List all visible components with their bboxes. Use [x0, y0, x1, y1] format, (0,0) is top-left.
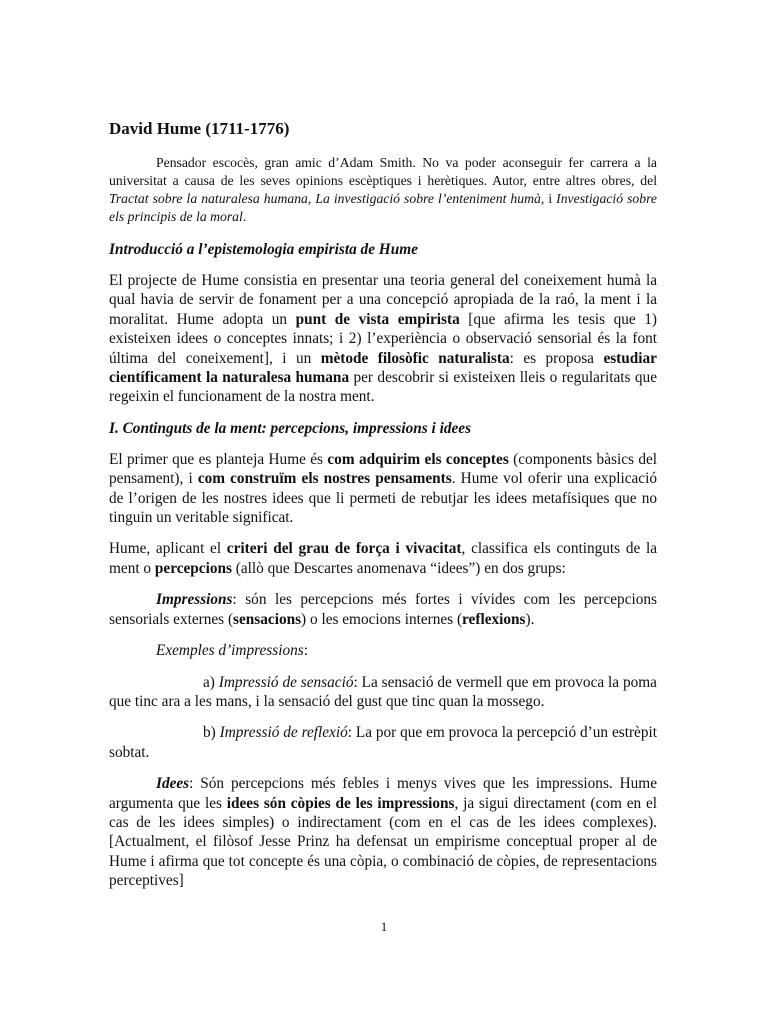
example-a: a) Impressió de sensació: La sensació de vermell que em provoca la poma que tinc ara a les mans, i la sensació del gust que tinc quan la mossego. [109, 673, 657, 710]
paragraph-idees: Idees: Són percepcions més febles i menys vives que les impressions. Hume argumenta que les idees són còpies de les impressions, ja sigui directament (com en el cas de les idees simples) o indirectament (com en el cas de les idees complexes). [Actualment, el filòsof Jesse Prinz ha defensat un empirisme conceptual proper al de Hume i afirma que tot concepte és una còpia, o combinació de còpies, de representacions perceptives] [109, 775, 657, 890]
paragraph-primer: El primer que es planteja Hume és com adquirim els conceptes (components bàsics del pensament), i com construïm els nostres pensaments. Hume vol oferir una explicació de l’origen de les nostres idees que li permeti de rebutjar les idees metafísiques que no tinguin un veritable significat. [109, 450, 658, 527]
book-title-investigacio-moral: Investigació sobre els principis de la moral [109, 191, 657, 224]
section-heading-introduccio: Introducció a l’epistemologia empirista de Hume [109, 241, 418, 258]
section-heading-continguts: I. Continguts de la ment: percepcions, impressions i idees [109, 419, 472, 437]
intro-paragraph: Pensador escocès, gran amic d’Adam Smith. No va poder aconseguir fer carrera a la universitat a causa de les seves opinions escèptiques i herètiques. Autor, entre altres obres, del Tractat sobre la naturalesa humana, La investigació sobre l’enteniment humà, i Investigació sobre els principis de la moral. [109, 155, 657, 224]
examples-heading: Exemples d’impressions: [156, 642, 308, 660]
book-title-investigacio-enteniment: La investigació sobre l’enteniment humà [315, 191, 541, 206]
paragraph-projecte: El projecte de Hume consistia en presentar una teoria general del coneixement humà la qual havia de servir de fonament per a una concepció apropiada de la raó, la ment i la moralitat. Hume adopta un punt de vista empirista [que afirma les tesis que 1) existeixen idees o conceptes innats; i 2) l’experiència o observació sensorial és la font última del coneixement], i un mètode filosòfic naturalista: es proposa estudiar científicament la naturalesa humana per descobrir si existeixen lleis o regularitats que regeixin el funcionament de la nostra ment. [109, 272, 657, 406]
example-b: b) Impressió de reflexió: La por que em provoca la percepció d’un estrèpit sobtat. [109, 724, 657, 761]
paragraph-criteri: Hume, aplicant el criteri del grau de força i vivacitat, classifica els continguts de la ment o percepcions (allò que Descartes anomenava “idees”) en dos grups: [109, 540, 658, 577]
document-page [109, 118, 657, 903]
book-title-tractat: Tractat sobre la naturalesa humana [109, 191, 308, 206]
paragraph-impressions: Impressions: són les percepcions més fortes i vívides com les percepcions sensorials externes (sensacions) o les emocions internes (reflexions). [109, 591, 657, 628]
page-number: 1 [380, 919, 388, 934]
document-title: David Hume (1711-1776) [109, 119, 290, 138]
